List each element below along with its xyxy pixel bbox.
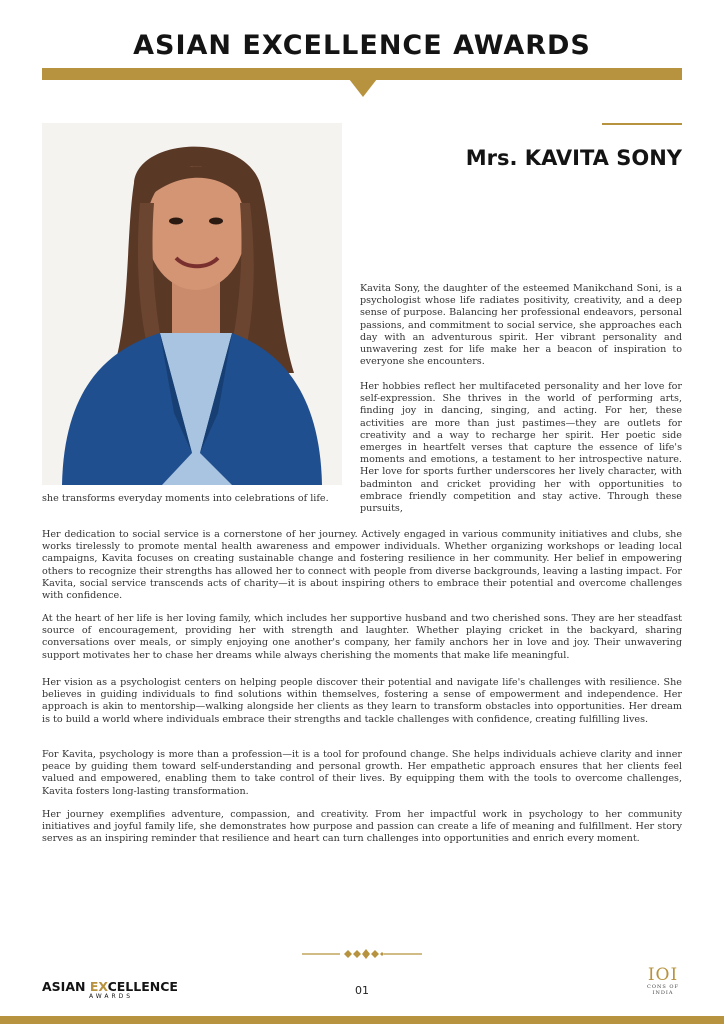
article-paragraph: At the heart of her life is her loving family, which includes her supportive husband and two cherished sons. They are her steadfast source of encouragement, providing her with strength and laughter. Whether playing cricket in the backyard, sharing conversations over meals, or simply enjoying one another's company, her family anchors her in love and joy. Their unwavering support motivates her to chase her dreams while always cherishing the moments that make life meaningful.: [42, 613, 682, 661]
article-paragraph: For Kavita, psychology is more than a profession—it is a tool for profound change. She helps individuals achieve clarity and inner peace by guiding them toward self-understanding and personal growth. Her empathetic approach ensures that her clients feel valued and empowered, enabling them to take control of their lives. By equipping them with the tools to overcome challenges, Kavita fosters long-lasting transformation.: [42, 749, 682, 797]
ornament-divider: [302, 946, 422, 960]
article-paragraph: Her dedication to social service is a cornerstone of her journey. Actively engaged in various community initiatives and clubs, she works tirelessly to promote mental health awareness and empower individuals. Whether organizing workshops or leading local campaigns, Kavita focuses on creating sustainable change and fostering resilience in her community. Her belief in empowering others to recognize their strengths has allowed her to connect with people from diverse backgrounds, leaving a lasting impact. For Kavita, social service transcends acts of charity—it is about inspiring others to embrace their potential and overcome challenges with confidence.: [42, 529, 682, 602]
article-paragraph: Her hobbies reflect her multifaceted personality and her love for self-expression. She thrives in the world of performing arts, finding joy in dancing, singing, and acting. For her, these activities are more than just pastimes—they are outlets for creativity and a way to recharge her spirit. Her poetic side emerges in heartfelt verses that capture the essence of life's moments and emotions, a testament to her introspective nature. Her love for sports further underscores her lively character, with badminton and cricket providing her with opportunities to embrace friendly competition and stay active. Through these pursuits,: [360, 381, 682, 515]
article-paragraph: Her vision as a psychologist centers on helping people discover their potential and navigate life's challenges with resilience. She believes in guiding individuals to find solutions within themselves, fostering a sense of empowerment and independence. Her approach is akin to mentorship—walking alongside her clients as they learn to transform obstacles into opportunities. Her dream is to build a world where individuals embrace their strengths and tackle challenges with confidence, creating fulfilling lives.: [42, 677, 682, 725]
header-pointer: [349, 79, 377, 97]
article-paragraph: Her journey exemplifies adventure, compassion, and creativity. From her impactful work in psychology to her community initiatives and joyful family life, she demonstrates how purpose and passion can create a life of meaning and fulfillment. Her story serves as an inspiring reminder that resilience and heart can turn challenges into opportunities and enrich every moment.: [42, 809, 682, 845]
footer-gold-bar: [0, 1016, 724, 1024]
awards-logo: ASIAN EXCELLENCE AWARDS: [42, 979, 178, 1000]
honoree-name: Mrs. KAVITA SONY: [465, 146, 682, 170]
icons-of-india-logo: IOI CONS OF INDIA: [647, 965, 679, 996]
page-number: 01: [355, 984, 369, 997]
article-paragraph: Kavita Sony, the daughter of the esteemed Manikchand Soni, is a psychologist whose life radiates positivity, creativity, and a deep sense of purpose. Balancing her professional endeavors, personal passions, and commitment to social service, she approaches each day with an adventurous spirit. Her vibrant personality and unwavering zest for life make her a beacon of inspiration to everyone she encounters.: [360, 283, 682, 368]
name-accent-rule: [602, 123, 682, 125]
article-paragraph-continuation: she transforms everyday moments into celebrations of life.: [42, 493, 329, 504]
page-title: ASIAN EXCELLENCE AWARDS: [133, 30, 591, 61]
portrait-photo: [42, 123, 342, 485]
